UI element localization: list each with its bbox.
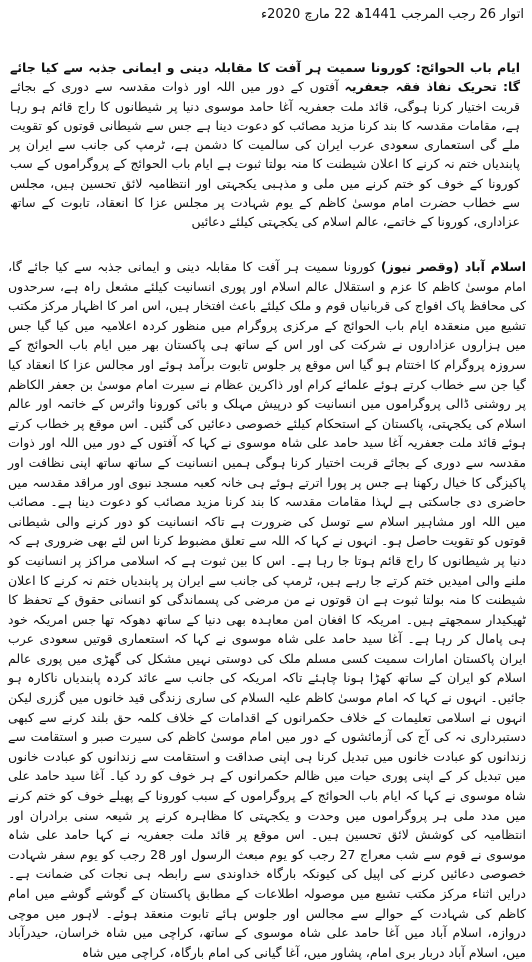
body-paragraph-2: اس موقع پر خطاب کرتے ہوئے قائد ملت جعفریہ آغا سید حامد علی شاہ موسوی نے کہا کہ آفتوں کے دور میں اللہ اور ذوات مقدسہ سے دوری کے بجائے قربت اختیار کرنا ہوگی ہمیں انسانیت کے ساتھ ساتھ اپنی نظافت اور پاکیزگی کا خیال رکھنا ہے جس پر پورا اترتے ہوئے ہی خانہ کعبہ مسجد نبوی اور مراقد مقدسہ میں حاضری دی جاسکتی ہے لہذا مقامات مقدسہ کا بند کرنا مزید مصائب کو دعوت دینا ہے۔ مصائب میں اللہ اور مشاہیر اسلام سے توسل کی ضرورت ہے تاکہ انسانیت کو دور کرنے والی شیطانی قوتوں کو تقویت حاصل ہو۔ انہوں نے کہا کہ اللہ سے تعلق مضبوط کرنا اس لئے بھی ضروری ہے کہ دنیا پر شیطانوں کا راج قائم ہوتا جا رہا ہے۔ اس کا بین ثبوت ہے کہ اسلامی مراکز پر انسانیت کو ملنے والی امیدیں ختم کرتے جا رہے ہیں، ٹرمپ کی جانب سے ایران پر پابندیاں ختم نہ کرنے کا اعلان شیطنت کا منہ بولتا ثبوت ہے ان قوتوں نے من مرضی کی پسماندگی کو انسانی حقوق کے تحفظ کا ٹھیکیدار سمجھتے ہیں۔ امریکہ کا افغان امن معاہدہ بھی دنیا کے ساتھ دھوکہ تھا جس امریکہ خود ہی پامال کر رہا ہے۔ آغا سید حامد علی شاہ موسوی نے کہا کہ استعماری قوتیں سعودی عرب ایران پاکستان امارات سمیت کسی مسلم ملک کی دوستی نہیں مشکل کی گھڑی میں پوری عالم اسلام کو ایران کے ساتھ کھڑا ہونا چاہئے تاکہ امریکہ کی جانب سے عائد کردہ پابندیاں ناکارہ ہو جائیں۔ انہوں نے کہا کہ امام موسیٰ کاظم علیہ السلام کی ساری زندگی قید خانوں میں گزری لیکن انہوں نے اسلامی تعلیمات کے خلاف حکمرانوں کے اقدامات کے خلاف کلمہ حق بلند کرنے سے کبھی دستبرداری نہ کی آج کی آزمائشوں کے دور میں امام موسیٰ کاظم کی سیرت صبر و استقامت سے زندانوں کو عبادت خانوں میں تبدیل کرنا ہی اپنی صداقت و استقامت سے زندانوں کو عبادت خانوں میں تبدیل کر کے اپنی پوری حیات میں ظالم حکمرانوں کے ہر خوف کو رد کیا۔ آغا سید حامد علی شاہ موسوی نے کہا کہ ایام باب الحوائج کے پروگراموں کے سبب کورونا کے پھیلے خوف کو ختم کرنے میں مدد ملی ہر پروگراموں میں وحدت و یکجہتی کا مظاہرہ کرنے پر شیعہ سنی برادران اور انتظامیہ کی کوشش لائق تحسین ہیں۔ اس موقع پر قائد ملت جعفریہ نے کہا حامد علی شاہ موسوی نے قوم سے شب معراج 27 رجب کو یوم مبعث الرسول اور 28 رجب کو یوم سفر شہادت خصوصی دعائیں کرنے کی اپیل کی کیونکہ بارگاہ خداوندی سے رابطہ ہی نجات کی ضمانت ہے۔ درایں اثناء مرکز مکتب تشیع میں موصولہ اطلاعات کے مطابق پاکستان کے گوشے گوشے میں امام کاظم کی شہادت کے حوالے سے مجالس اور جلوس ہائے تابوت منعقد ہوئے۔ لاہور میں موچی دروازہ، اسلام آباد میں آغا حامد علی شاہ موسوی کے ساتھ، کراچی میں شاہ خراسان، حیدرآباد میں، اسلام آباد دربار بری امام، پشاور میں، آغا گیانی کی امام بارگاہ، کراچی میں شاہ [8,415,526,960]
body-paragraph-1: کورونا سمیت ہر آفت کا مقابلہ دینی و ایمانی جذبہ سے کیا جائے گا، امام موسیٰ کاظم کا عزم و استقلال عالم اسلام اور پوری انسانیت کیلئے مشعل راہ ہے، سرحدوں کی محافظ پاک افواج کی قربانیاں قوم و ملک کیلئے باعث افتخار ہیں، اس امر کا اظہار مرکز مکتب تشیع میں منعقدہ ایام باب الحوائج کے مرکزی پروگرام میں منظور کردہ اعلامیہ میں کیا گیا جس میں ہزاروں عزاداروں نے شرکت کی اور اس کے ساتھ ہی پاکستان بھر میں ایام باب الحوائج کے سروزہ پروگرام کا اختتام ہو گیا اس موقع پر جلوس تابوت برآمد ہوئے اور مجالس عزا کا انعقاد کیا گیا جن سے خطاب کرتے ہوئے علمائے کرام اور ذاکرین عظام نے سیرت امام موسیٰ بن جعفر الکاظم پر روشنی ڈالی پروگراموں میں انسانیت کو درپیش مہلک و بائی کورونا وائرس کے خاتمہ اور عالم اسلام کی یکجہتی، پاکستان کے استحکام کیلئے خصوصی دعائیں کی گئیں۔ [8,259,527,431]
dateline: اسلام آباد (وقصر نیوز) [380,259,526,274]
article-body [8,257,526,962]
article-summary: آفتوں کے دور میں اللہ اور ذوات مقدسہ سے دوری کے بجائے قربت اختیار کرنا ہوگی، قائد ملت جعفریہ آغا حامد موسوی دنیا پر شیطانوں کا راج قائم ہو رہا ہے، مقامات مقدسہ کا بند کرنا مزید مصائب کو دعوت دینا ہے جس سے شیطانی قوتوں کو تقویت ملے گی استعماری سعودی عرب ایران کی سالمیت کا دشمن ہے، ٹرمپ کی جانب سے ایران پر پابندیاں ختم نہ کرنے کا اعلان شیطنت کا منہ بولتا ثبوت ہے ایام باب الحوائج کے پروگراموں کے سب کورونا کے خوف کو ختم کرنے میں ملی و مذہبی یکجہتی اور انتظامیہ لائق تحسین ہیں، مجلس سے خطاب حضرت امام موسیٰ کاظم کے یوم شہادت پر مجلس عزا کا انعقاد، تابوت کے ساتھ عزاداری، کورونا کے خاتمے، عالم اسلام کی یکجہتی کیلئے دعائیں [10,79,520,230]
article-headline: ایام باب الحوائج: کورونا سمیت ہر آفت کا مقابلہ دینی و ایمانی جذبہ سے کیا جائے گا: تحریک نفاذ فقہ جعفریہ [10,60,520,95]
publication-date: اتوار 26 رجب المرجب 1441ھ 22 مارچ 2020ء [261,7,524,22]
summary-box [10,58,520,232]
